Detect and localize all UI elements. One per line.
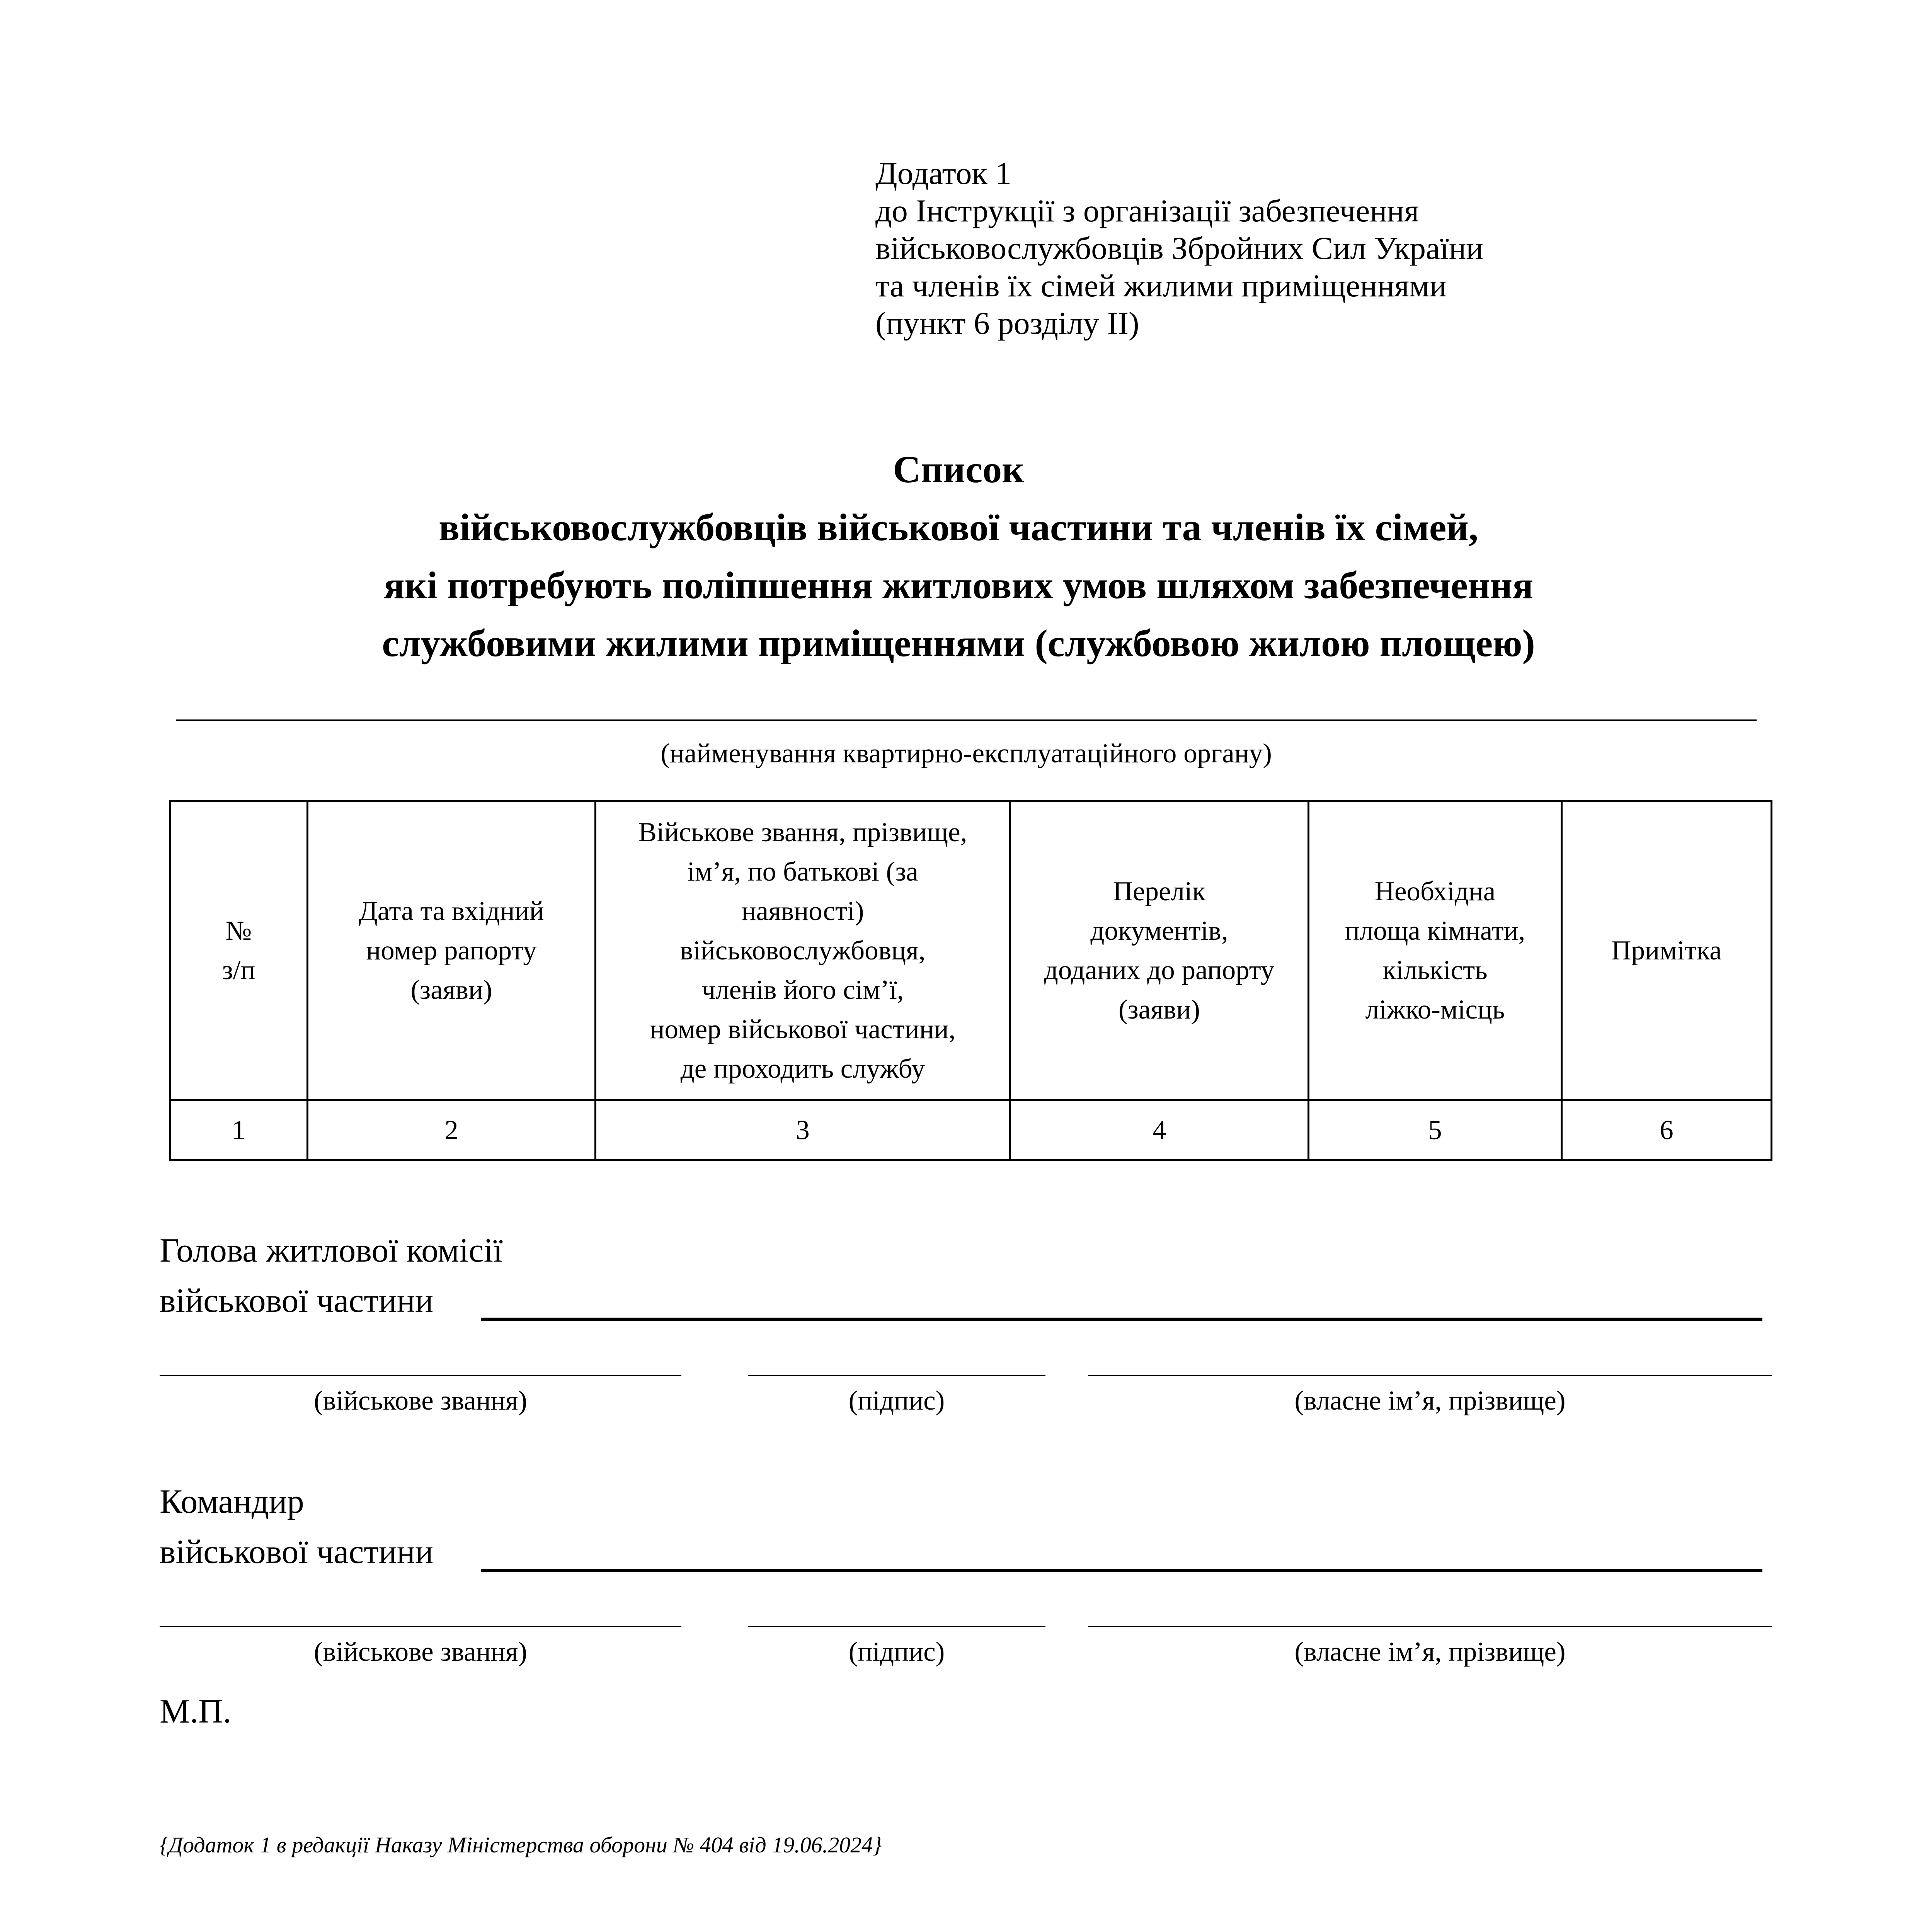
- column-number: 1: [170, 1100, 308, 1160]
- signature-label-chairman: Голова житлової комісії: [160, 1232, 503, 1269]
- name-caption: (власне ім’я, прізвище): [1294, 1386, 1566, 1416]
- signature-caption: (підпис): [848, 1637, 945, 1667]
- column-number: 5: [1309, 1100, 1562, 1160]
- title-line: службовими жилими приміщеннями (службовою жилою площею): [382, 622, 1535, 665]
- addendum-line: (пункт 6 розділу II): [875, 305, 1139, 341]
- signature-caption: (підпис): [848, 1386, 945, 1416]
- rank-line: [160, 1375, 681, 1376]
- title-line: які потребують поліпшення житлових умов шляхом забезпечення: [383, 564, 1534, 607]
- signature-label-commander: Командир: [160, 1483, 304, 1520]
- stamp-place: М.П.: [160, 1693, 232, 1730]
- signature-field-line: [748, 1626, 1045, 1627]
- header-cell-servicemember: Військове звання, прізвище, ім’я, по батькові (за наявності) військовослужбовця, членів його сім’ї, номер військової частини, де проходить службу: [596, 801, 1010, 1100]
- rank-line: [160, 1626, 681, 1627]
- rank-caption: (військове звання): [314, 1637, 527, 1667]
- title-line: Список: [893, 448, 1024, 491]
- header-cell-note: Примітка: [1562, 801, 1772, 1100]
- list-table: [169, 800, 1772, 1161]
- organ-name-line: [176, 719, 1757, 721]
- header-cell-number: № з/п: [170, 801, 308, 1100]
- signature-label-chairman-unit: військової частини: [160, 1282, 434, 1320]
- addendum-line: до Інструкції з організації забезпечення: [875, 193, 1419, 228]
- name-caption: (власне ім’я, прізвище): [1294, 1637, 1566, 1667]
- table-number-row: [170, 1100, 1772, 1160]
- title-line: військовослужбовців військової частини та членів їх сімей,: [439, 506, 1478, 549]
- rank-caption: (військове звання): [314, 1386, 527, 1416]
- column-number: 2: [308, 1100, 596, 1160]
- name-line: [1088, 1375, 1772, 1376]
- signature-label-commander-unit: військової частини: [160, 1533, 434, 1571]
- organ-name-caption: (найменування квартирно-експлуатаційного органу): [661, 738, 1272, 769]
- column-number: 3: [596, 1100, 1010, 1160]
- column-number: 6: [1562, 1100, 1772, 1160]
- addendum-line: Додаток 1: [875, 155, 1011, 191]
- column-number: 4: [1010, 1100, 1309, 1160]
- header-cell-report-date: Дата та вхідний номер рапорту (заяви): [308, 801, 596, 1100]
- signature-line: [481, 1569, 1762, 1572]
- header-cell-area: Необхідна площа кімнати, кількість ліжко-місць: [1309, 801, 1562, 1100]
- revision-footnote: {Додаток 1 в редакції Наказу Міністерства оборони № 404 від 19.06.2024}: [160, 1832, 882, 1857]
- table-header-row: [170, 801, 1772, 1100]
- header-cell-documents: Перелік документів, доданих до рапорту (заяви): [1010, 801, 1309, 1100]
- addendum-line: військовослужбовців Збройних Сил України: [875, 230, 1483, 266]
- addendum-block: [875, 155, 1842, 342]
- signature-field-line: [748, 1375, 1045, 1376]
- name-line: [1088, 1626, 1772, 1627]
- addendum-line: та членів їх сімей жилими приміщеннями: [875, 268, 1447, 303]
- document-title: [116, 440, 1801, 672]
- signature-line: [481, 1318, 1762, 1321]
